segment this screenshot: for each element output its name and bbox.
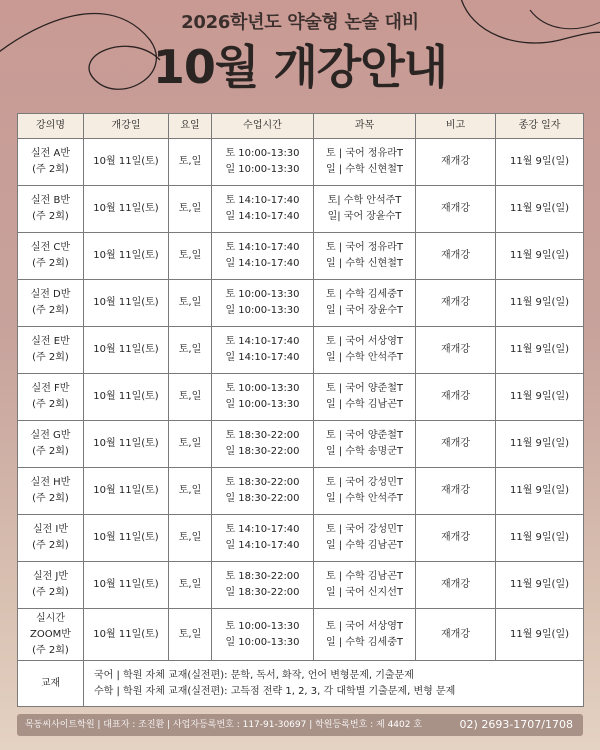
class-name-cell-line: (주 2회) [32, 540, 69, 551]
subject-cell-line: 토 | 국어 양준철T [326, 383, 403, 394]
class-time-cell-line: 토 14:10-17:40 [225, 336, 300, 347]
table-row [18, 609, 584, 661]
class-name-cell-line: (주 2회) [32, 493, 69, 504]
note-cell: 재개강 [416, 562, 496, 609]
column-header: 과목 [314, 114, 416, 139]
class-name-cell [18, 562, 84, 609]
start-date-cell: 10월 11일(토) [84, 374, 169, 421]
class-name-cell-line: (주 2회) [32, 399, 69, 410]
subject-cell [314, 186, 416, 233]
table-body [18, 139, 584, 707]
note-cell: 재개강 [416, 280, 496, 327]
class-name-cell-line: 실시간 [36, 612, 65, 624]
page-subtitle: 2026학년도 약술형 논술 대비 [181, 12, 419, 33]
subject-cell-line: 일 | 수학 신현철T [326, 258, 403, 269]
days-cell: 토,일 [169, 515, 212, 562]
class-name-cell-line: 실전 C반 [30, 242, 71, 253]
note-cell: 재개강 [416, 139, 496, 186]
start-date-cell: 10월 11일(토) [84, 468, 169, 515]
subject-cell [314, 374, 416, 421]
subject-cell-line: 일 | 수학 안석주T [326, 493, 403, 504]
materials-line: 국어 | 학원 자체 교재(실전편): 문학, 독서, 화작, 언어 변형문제, 기출문제 [94, 669, 414, 681]
end-date-cell: 11월 9일(일) [496, 233, 584, 280]
subject-cell-line: 토 | 수학 김남곤T [326, 571, 403, 582]
subject-cell-line: 일 | 수학 송명군T [326, 446, 403, 457]
start-date-cell: 10월 11일(토) [84, 327, 169, 374]
subject-cell-line: 토 | 국어 양준철T [326, 430, 403, 441]
table-row [18, 515, 584, 562]
footer-info: 목동씨사이트학원 | 대표자 : 조진환 | 사업자등록번호 : 117-91-30697 | 학원등록번호 : 제 4402 호 [25, 720, 423, 730]
column-header: 비고 [416, 114, 496, 139]
subject-cell-line: 일 | 수학 김세중T [326, 636, 403, 648]
page-title: 10월 개강안내 [152, 40, 448, 94]
class-name-cell [18, 609, 84, 661]
subject-cell [314, 562, 416, 609]
days-cell: 토,일 [169, 468, 212, 515]
class-name-cell-line: 실전 J반 [32, 571, 69, 582]
class-name-cell-line: 실전 F반 [31, 383, 70, 394]
class-time-cell-line: 토 10:00-13:30 [225, 383, 300, 394]
class-name-cell-line: (주 2회) [32, 352, 69, 363]
table-row [18, 374, 584, 421]
days-cell: 토,일 [169, 562, 212, 609]
class-time-cell-line: 토 10:00-13:30 [225, 620, 300, 632]
column-header: 개강일 [84, 114, 169, 139]
class-name-cell-line: (주 2회) [32, 258, 69, 269]
subject-cell [314, 139, 416, 186]
class-time-cell-line: 토 10:00-13:30 [225, 148, 300, 159]
materials-row [18, 661, 584, 707]
class-name-cell [18, 421, 84, 468]
column-header: 강의명 [18, 114, 84, 139]
subject-cell-line: 토 | 국어 강성민T [326, 477, 403, 488]
class-name-cell [18, 468, 84, 515]
subject-cell-line: 일 | 국어 장윤수T [326, 305, 403, 316]
class-name-cell-line: (주 2회) [32, 211, 69, 222]
days-cell: 토,일 [169, 280, 212, 327]
class-name-cell [18, 374, 84, 421]
start-date-cell: 10월 11일(토) [84, 139, 169, 186]
days-cell: 토,일 [169, 186, 212, 233]
footer [17, 714, 583, 736]
subject-cell [314, 327, 416, 374]
footer-phone: 02) 2693-1707/1708 [459, 718, 573, 731]
class-time-cell [212, 421, 314, 468]
class-name-cell [18, 327, 84, 374]
class-name-cell-line: 실전 D반 [30, 289, 71, 300]
class-time-cell-line: 일 18:30-22:00 [225, 587, 300, 598]
days-cell: 토,일 [169, 374, 212, 421]
subject-cell [314, 515, 416, 562]
class-time-cell-line: 토 10:00-13:30 [225, 289, 300, 300]
end-date-cell: 11월 9일(일) [496, 609, 584, 661]
subject-cell [314, 609, 416, 661]
days-cell: 토,일 [169, 139, 212, 186]
start-date-cell: 10월 11일(토) [84, 186, 169, 233]
note-cell: 재개강 [416, 609, 496, 661]
class-time-cell [212, 139, 314, 186]
class-time-cell-line: 일 14:10-17:40 [225, 352, 300, 363]
end-date-cell: 11월 9일(일) [496, 280, 584, 327]
end-date-cell: 11월 9일(일) [496, 186, 584, 233]
class-time-cell-line: 일 14:10-17:40 [225, 540, 300, 551]
table-row [18, 139, 584, 186]
table-row [18, 233, 584, 280]
class-name-cell [18, 280, 84, 327]
start-date-cell: 10월 11일(토) [84, 280, 169, 327]
class-name-cell-line: 실전 I반 [32, 524, 69, 535]
table-row [18, 327, 584, 374]
subject-cell [314, 421, 416, 468]
end-date-cell: 11월 9일(일) [496, 374, 584, 421]
subject-cell-line: 일 | 수학 안석주T [326, 352, 403, 363]
table-row [18, 186, 584, 233]
note-cell: 재개강 [416, 421, 496, 468]
subject-cell-line: 일 | 수학 김남곤T [326, 399, 403, 410]
class-name-cell-line: (주 2회) [32, 644, 69, 656]
class-time-cell-line: 일 14:10-17:40 [225, 258, 300, 269]
subject-cell-line: 토| 수학 안석주T [327, 195, 402, 206]
table-row [18, 421, 584, 468]
class-time-cell-line: 일 14:10-17:40 [225, 211, 300, 222]
class-time-cell-line: 토 18:30-22:00 [225, 477, 300, 488]
class-time-cell-line: 일 10:00-13:30 [225, 399, 300, 410]
start-date-cell: 10월 11일(토) [84, 233, 169, 280]
start-date-cell: 10월 11일(토) [84, 609, 169, 661]
subject-cell-line: 토 | 수학 김세중T [326, 289, 403, 300]
note-cell: 재개강 [416, 327, 496, 374]
class-name-cell [18, 515, 84, 562]
end-date-cell: 11월 9일(일) [496, 468, 584, 515]
class-name-cell-line: 실전 B반 [30, 195, 71, 206]
note-cell: 재개강 [416, 374, 496, 421]
class-time-cell [212, 233, 314, 280]
class-name-cell-line: (주 2회) [32, 587, 69, 598]
class-name-cell-line: (주 2회) [32, 164, 69, 175]
class-time-cell [212, 609, 314, 661]
class-time-cell [212, 280, 314, 327]
subject-cell [314, 233, 416, 280]
class-name-cell-line: ZOOM반 [30, 628, 71, 640]
materials-content [84, 661, 584, 707]
end-date-cell: 11월 9일(일) [496, 562, 584, 609]
note-cell: 재개강 [416, 468, 496, 515]
class-time-cell-line: 일 10:00-13:30 [225, 636, 300, 648]
table-row [18, 562, 584, 609]
class-time-cell [212, 327, 314, 374]
subject-cell-line: 일 | 수학 신현철T [326, 164, 403, 175]
subject-cell-line: 토 | 국어 서상영T [326, 336, 403, 347]
schedule-table [17, 113, 584, 707]
subject-cell [314, 468, 416, 515]
class-name-cell [18, 233, 84, 280]
class-name-cell-line: 실전 A반 [31, 148, 70, 159]
end-date-cell: 11월 9일(일) [496, 421, 584, 468]
class-time-cell-line: 일 10:00-13:30 [225, 305, 300, 316]
class-time-cell-line: 일 18:30-22:00 [225, 446, 300, 457]
class-time-cell [212, 562, 314, 609]
note-cell: 재개강 [416, 186, 496, 233]
table-header-row [18, 114, 584, 139]
class-time-cell-line: 일 18:30-22:00 [225, 493, 300, 504]
class-time-cell-line: 토 14:10-17:40 [225, 195, 300, 206]
class-name-cell-line: 실전 G반 [30, 430, 71, 441]
note-cell: 재개강 [416, 515, 496, 562]
class-time-cell-line: 토 18:30-22:00 [225, 571, 300, 582]
class-time-cell [212, 374, 314, 421]
end-date-cell: 11월 9일(일) [496, 515, 584, 562]
class-name-cell [18, 186, 84, 233]
start-date-cell: 10월 11일(토) [84, 421, 169, 468]
start-date-cell: 10월 11일(토) [84, 515, 169, 562]
end-date-cell: 11월 9일(일) [496, 327, 584, 374]
subject-cell-line: 토 | 국어 정유라T [326, 242, 403, 253]
class-name-cell-line: 실전 H반 [30, 477, 71, 488]
column-header: 수업시간 [212, 114, 314, 139]
column-header: 요일 [169, 114, 212, 139]
subject-cell [314, 280, 416, 327]
subject-cell-line: 일| 국어 장윤수T [327, 211, 402, 222]
end-date-cell: 11월 9일(일) [496, 139, 584, 186]
days-cell: 토,일 [169, 609, 212, 661]
class-name-cell-line: (주 2회) [32, 446, 69, 457]
subject-cell-line: 토 | 국어 서상영T [326, 620, 403, 632]
table-row [18, 468, 584, 515]
materials-line: 수학 | 학원 자체 교재(실전편): 고득점 전략 1, 2, 3, 각 대학별 기출문제, 변형 문제 [94, 685, 456, 697]
class-time-cell-line: 토 14:10-17:40 [225, 524, 300, 535]
materials-label: 교재 [18, 661, 84, 707]
subject-cell-line: 토 | 국어 강성민T [326, 524, 403, 535]
subject-cell-line: 토 | 국어 정유라T [326, 148, 403, 159]
class-name-cell [18, 139, 84, 186]
column-header: 종강 일자 [496, 114, 584, 139]
class-time-cell [212, 468, 314, 515]
days-cell: 토,일 [169, 233, 212, 280]
note-cell: 재개강 [416, 233, 496, 280]
class-name-cell-line: (주 2회) [32, 305, 69, 316]
subject-cell-line: 일 | 국어 신지선T [326, 587, 403, 598]
class-name-cell-line: 실전 E반 [31, 336, 70, 347]
start-date-cell: 10월 11일(토) [84, 562, 169, 609]
days-cell: 토,일 [169, 327, 212, 374]
class-time-cell-line: 토 18:30-22:00 [225, 430, 300, 441]
class-time-cell-line: 일 10:00-13:30 [225, 164, 300, 175]
days-cell: 토,일 [169, 421, 212, 468]
class-time-cell [212, 186, 314, 233]
table-row [18, 280, 584, 327]
class-time-cell-line: 토 14:10-17:40 [225, 242, 300, 253]
subject-cell-line: 일 | 수학 김남곤T [326, 540, 403, 551]
header [0, 8, 600, 94]
class-time-cell [212, 515, 314, 562]
